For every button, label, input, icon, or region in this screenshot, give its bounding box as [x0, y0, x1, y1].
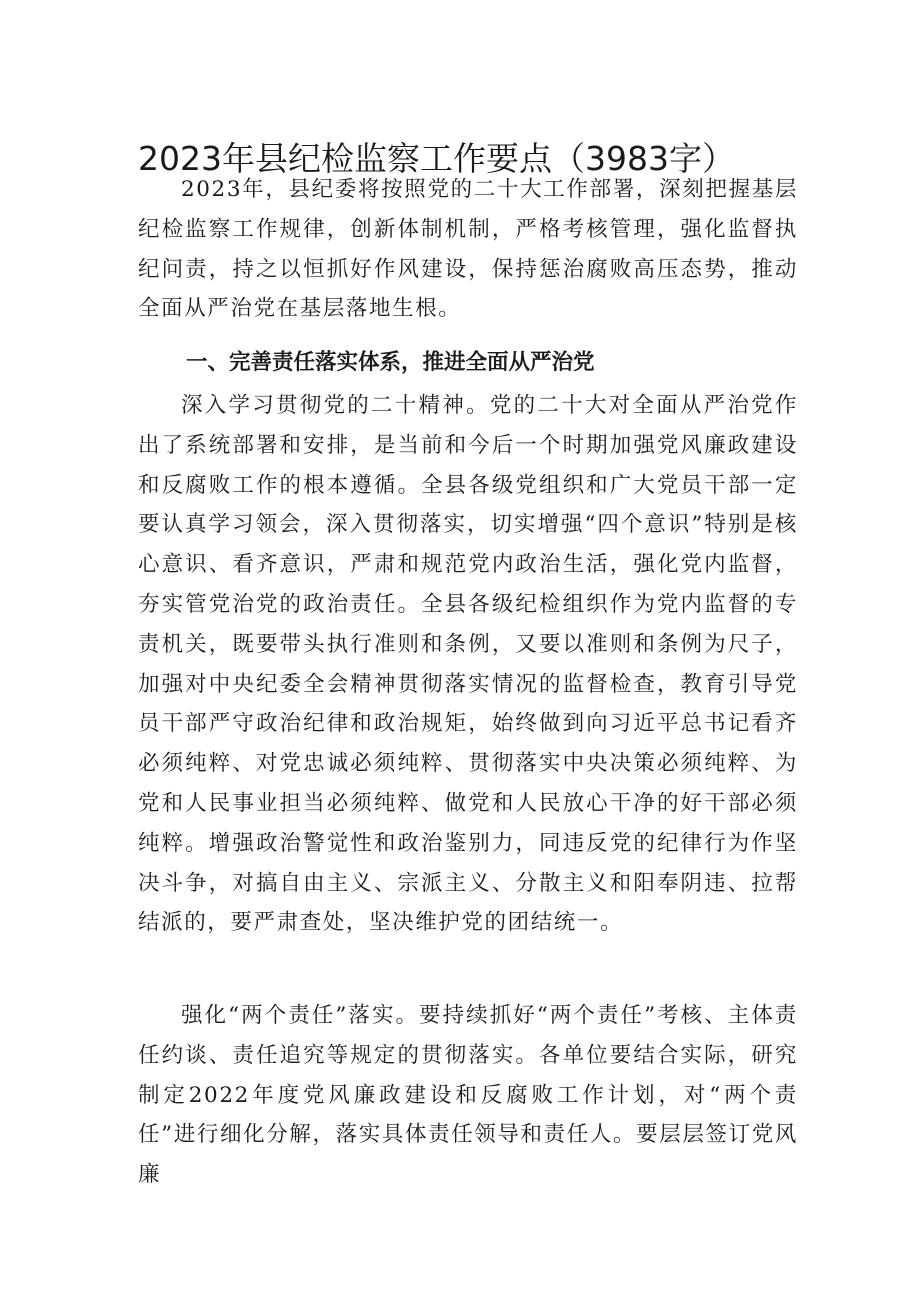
section1-paragraph-2: 强化“两个责任”落实。要持续抓好“两个责任”考核、主体责任约谈、责任追究等规定的贯彻落实。各单位要结合实际，研究制定2022年度党风廉政建设和反腐败工作计划，对“两个责任”进行细化分解，落实具体责任领导和责任人。要层层签订党风廉	[138, 1003, 798, 1188]
section1-paragraph-1: 深入学习贯彻党的二十精神。党的二十大对全面从严治党作出了系统部署和安排，是当前和今后一个时期加强党风廉政建设和反腐败工作的根本遵循。全县各级党组织和广大党员干部一定要认真学习领会，深入贯彻落实，切实增强“四个意识”特别是核心意识、看齐意识，严肃和规范党内政治生活，强化党内监督，夯实管党治党的政治责任。全县各级纪检组织作为党内监督的专责机关，既要带头执行准则和条例，又要以准则和条例为尺子，加强对中央纪委全会精神贯彻落实情况的监督检查，教育引导党员干部严守政治纪律和政治规矩，始终做到向习近平总书记看齐必须纯粹、对党忠诚必须纯粹、贯彻落实中央决策必须纯粹、为党和人民事业担当必须纯粹、做党和人民放心干净的好干部必须纯粹。增强政治警觉性和政治鉴别力，同违反党的纪律行为作坚决斗争，对搞自由主义、宗派主义、分散主义和阳奉阴违、拉帮结派的，要严肃查处，坚决维护党的团结统一。	[138, 393, 798, 936]
document-title: 2023年县纪检监察工作要点（3983字）	[138, 139, 735, 179]
intro-paragraph: 2023年，县纪委将按照党的二十大工作部署，深刻把握基层纪检监察工作规律，创新体制机制，严格考核管理，强化监督执纪问责，持之以恒抓好作风建设，保持惩治腐败高压态势，推动全面从严治党在基层落地生根。	[138, 177, 798, 322]
section-heading-1: 一、完善责任落实体系，推进全面从严治党	[186, 350, 595, 375]
